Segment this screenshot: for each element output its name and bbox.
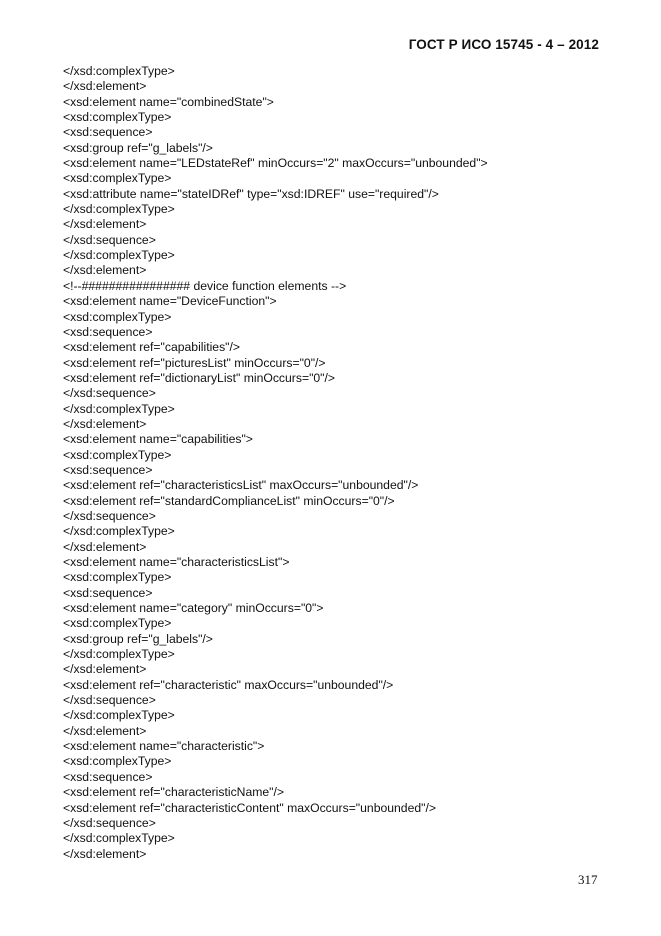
document-header: ГОСТ Р ИСО 15745 - 4 – 2012 [408,37,599,52]
code-line: <xsd:sequence> [63,769,153,784]
code-line: </xsd:element> [63,416,147,431]
code-line: <xsd:sequence> [63,324,153,339]
code-line: </xsd:complexType> [63,647,175,662]
code-line: <xsd:element name="DeviceFunction"> [63,294,277,309]
code-line: </xsd:sequence> [63,508,156,523]
code-line: <xsd:element ref="characteristicContent" maxOccurs="unbounded"/> [63,800,436,815]
xsd-code-block [63,64,488,862]
code-line: <xsd:complexType> [63,309,172,324]
code-line: </xsd:complexType> [63,708,175,723]
code-line: <xsd:element name="capabilities"> [63,432,253,447]
code-line: <xsd:complexType> [63,616,172,631]
code-line: <xsd:element name="combinedState"> [63,94,274,109]
code-line: </xsd:element> [63,539,147,554]
code-line: </xsd:element> [63,217,147,232]
code-line: <xsd:complexType> [63,570,172,585]
code-line: </xsd:sequence> [63,232,156,247]
code-line: </xsd:sequence> [63,815,156,830]
code-line: </xsd:sequence> [63,693,156,708]
code-line: <xsd:element ref="standardComplianceList" minOccurs="0"/> [63,493,395,508]
code-line: <xsd:sequence> [63,125,153,140]
code-line: <xsd:attribute name="stateIDRef" type="xsd:IDREF" use="required"/> [63,186,439,201]
code-line: </xsd:complexType> [63,524,175,539]
code-line: </xsd:complexType> [63,202,175,217]
code-line: <xsd:element ref="characteristicsList" maxOccurs="unbounded"/> [63,478,419,493]
code-line: <xsd:complexType> [63,110,172,125]
code-line: <xsd:element ref="capabilities"/> [63,340,241,355]
code-line: <xsd:element ref="picturesList" minOccurs="0"/> [63,355,326,370]
code-line: <xsd:element ref="dictionaryList" minOccurs="0"/> [63,370,336,385]
code-line: </xsd:element> [63,263,147,278]
code-line: </xsd:element> [63,723,147,738]
code-line: <xsd:group ref="g_labels"/> [63,631,213,646]
code-line: </xsd:element> [63,846,147,861]
code-line: </xsd:element> [63,79,147,94]
code-line: </xsd:sequence> [63,386,156,401]
code-line: <xsd:element name="characteristic"> [63,739,265,754]
code-line: <xsd:group ref="g_labels"/> [63,140,213,155]
code-line: <xsd:sequence> [63,462,153,477]
code-line: <xsd:element name="LEDstateRef" minOccurs="2" maxOccurs="unbounded"> [63,156,488,171]
code-line: <xsd:complexType> [63,171,172,186]
code-line: <xsd:sequence> [63,585,153,600]
page-number: 317 [578,872,598,887]
code-line: <xsd:element name="category" minOccurs="0"> [63,601,324,616]
code-line: </xsd:complexType> [63,831,175,846]
code-line: <xsd:complexType> [63,754,172,769]
code-line: <xsd:element ref="characteristic" maxOccurs="unbounded"/> [63,677,394,692]
code-line: </xsd:complexType> [63,401,175,416]
code-line: </xsd:complexType> [63,248,175,263]
code-line: <!--################ device function elements --> [63,278,347,293]
code-line: <xsd:element ref="characteristicName"/> [63,785,285,800]
code-line: <xsd:element name="characteristicsList"> [63,555,290,569]
code-line: </xsd:element> [63,662,147,677]
code-line: <xsd:complexType> [63,447,172,462]
code-line: </xsd:complexType> [63,64,175,78]
